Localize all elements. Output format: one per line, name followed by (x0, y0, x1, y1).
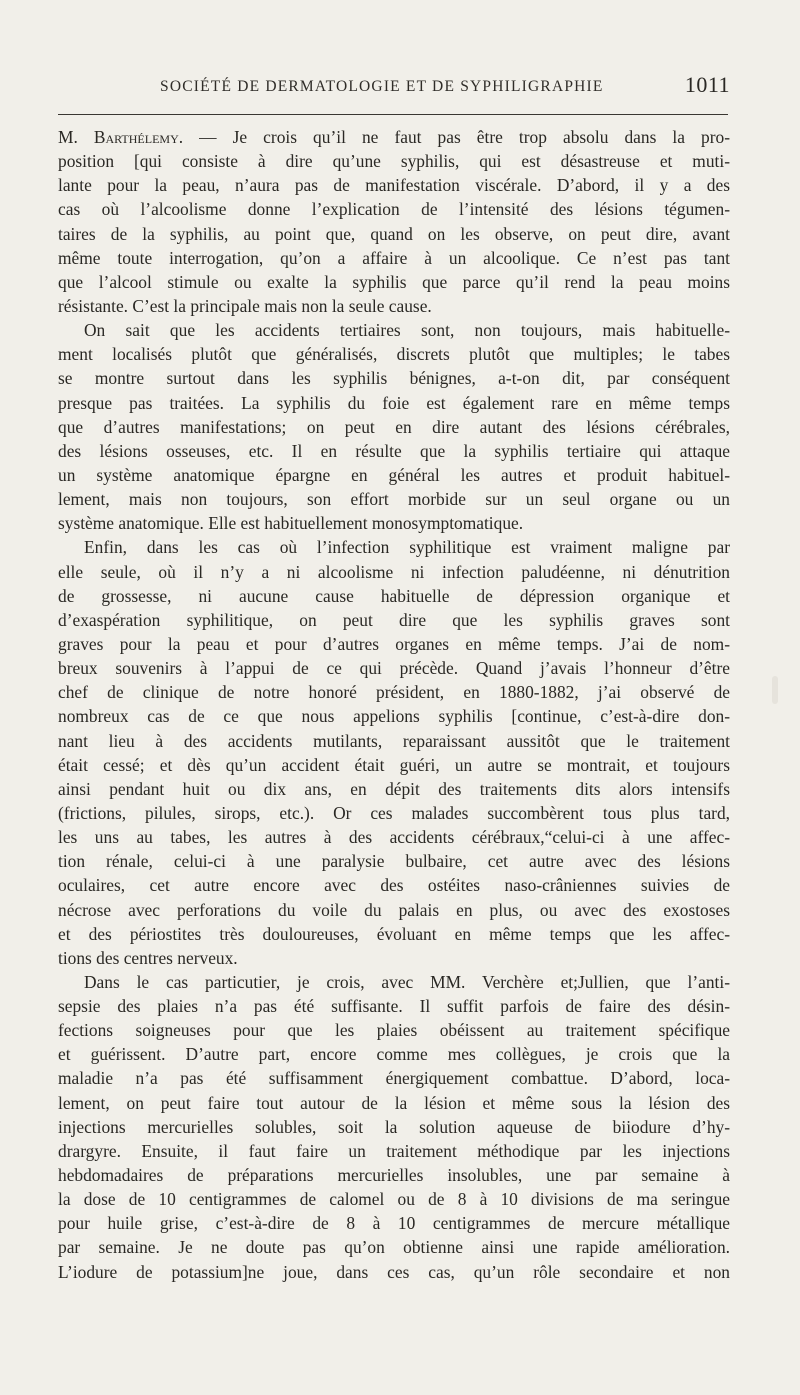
text-line-35: tions des centres nerveux. (58, 947, 238, 968)
speaker-name: M. Barthélemy. (58, 127, 184, 147)
text-line-25: nombreux cas de ce que nous appelions syphilis [continue, c’est-à-dire don- (58, 706, 730, 727)
text-line-5: taires de la syphilis, au point que, quand on les observe, on peut dire, avant (58, 223, 730, 244)
text-line-13: que d’autres manifestations; on peut en dire autant des lésions cérébrales, (58, 416, 730, 437)
text-line-1-content: — Je crois qu’il ne faut pas être trop absolu dans la pro- (183, 127, 730, 147)
text-line-40: maladie n’a pas été suffisamment énergiquement combattue. D’abord, loca- (58, 1068, 730, 1089)
text-line-46: pour huile grise, c’est-à-dire de 8 à 10 centigrammes de mercure métallique (58, 1213, 730, 1234)
text-line-7: que l’alcool stimule ou exalte la syphilis que parce qu’il rend la peau moins (58, 271, 730, 292)
text-line-3: lante pour la peau, n’aura pas de manifestation viscérale. D’abord, il y a des (58, 175, 730, 196)
text-line-18: Enfin, dans les cas où l’infection syphilitique est vraiment maligne par (84, 537, 730, 558)
text-line-44: hebdomadaires de préparations mercurielles insolubles, une par semaine à (58, 1165, 730, 1186)
text-line-41: lement, on peut faire tout autour de la lésion et même sous la lésion des (58, 1092, 730, 1113)
text-line-24: chef de clinique de notre honoré président, en 1880-1882, j’ai observé de (58, 682, 730, 703)
text-line-10: ment localisés plutôt que généralisés, discrets plutôt que multiples; le tabes (58, 344, 730, 365)
text-line-20: de grossesse, ni aucune cause habituelle de dépression organique et (58, 585, 730, 606)
text-line-27: était cessé; et dès qu’un accident était guéri, un autre se montrait, et toujours (58, 754, 730, 775)
text-line-15: un système anatomique épargne en général les autres et produit habituel- (58, 464, 730, 485)
text-line-30: les uns au tabes, les autres à des accidents cérébraux,“celui-ci à une affec- (58, 827, 730, 848)
text-line-9: On sait que les accidents tertiaires sont, non toujours, mais habituelle- (84, 320, 730, 341)
text-line-32: oculaires, cet autre encore avec des ostéites naso-crâniennes suivies de (58, 875, 730, 896)
text-line-2: position [qui consiste à dire qu’une syphilis, qui est désastreuse et muti- (58, 151, 730, 172)
text-line-34: et des périostites très douloureuses, évoluant en même temps que les affec- (58, 923, 730, 944)
text-line-36: Dans le cas particutier, je crois, avec MM. Verchère et;Jullien, que l’anti- (84, 971, 730, 992)
running-title: SOCIÉTÉ DE DERMATOLOGIE ET DE SYPHILIGRAPHIE (160, 78, 604, 95)
text-line-22: graves pour la peau et pour d’autres organes en même temps. J’ai de nom- (58, 633, 730, 654)
running-header (58, 72, 730, 108)
text-line-6: même toute interrogation, qu’on a affaire à un alcoolique. Ce n’est pas tant (58, 247, 730, 268)
text-line-11: se montre surtout dans les syphilis bénignes, a-t-on dit, par conséquent (58, 368, 730, 389)
text-line-8: résistante. C’est la principale mais non la seule cause. (58, 295, 432, 316)
text-line-48: L’iodure de potassium]ne joue, dans ces cas, qu’un rôle secondaire et non (58, 1261, 730, 1282)
page-margin-smudge (772, 676, 778, 704)
header-rule (58, 114, 728, 115)
text-line-23: breux souvenirs à l’appui de ce qui précède. Quand j’avais l’honneur d’être (58, 658, 730, 679)
text-line-28: ainsi pendant huit ou dix ans, en dépit des traitements dits alors intensifs (58, 778, 730, 799)
body-text (58, 125, 730, 1284)
text-line-47: par semaine. Je ne doute pas qu’on obtienne ainsi une rapide amélioration. (58, 1237, 730, 1258)
text-line-1 (58, 125, 730, 149)
text-line-43: drargyre. Ensuite, il faut faire un traitement méthodique par les injections (58, 1140, 730, 1161)
text-line-42: injections mercurielles solubles, soit la solution aqueuse de biiodure d’hy- (58, 1116, 730, 1137)
page-number: 1011 (684, 72, 730, 97)
text-line-12: presque pas traitées. La syphilis du foie est également rare en même temps (58, 392, 730, 413)
text-line-33: nécrose avec perforations du voile du palais en plus, ou avec des exostoses (58, 899, 730, 920)
text-line-45: la dose de 10 centigrammes de calomel ou de 8 à 10 divisions de ma seringue (58, 1189, 730, 1210)
text-line-37: sepsie des plaies n’a pas été suffisante. Il suffit parfois de faire des désin- (58, 996, 730, 1017)
text-line-29: (frictions, pilules, sirops, etc.). Or ces malades succombèrent tous plus tard, (58, 802, 730, 823)
text-line-14: des lésions osseuses, etc. Il en résulte que la syphilis tertiaire qui attaque (58, 440, 730, 461)
text-line-38: fections soigneuses pour que les plaies obéissent au traitement spécifique (58, 1020, 730, 1041)
text-line-17: système anatomique. Elle est habituellement monosymptomatique. (58, 513, 524, 534)
text-line-16: lement, mais non toujours, son effort morbide sur un seul organe ou un (58, 489, 730, 510)
text-line-4: cas où l’alcoolisme donne l’explication de l’intensité des lésions tégumen- (58, 199, 730, 220)
text-line-21: d’exaspération syphilitique, on peut dire que les syphilis graves sont (58, 609, 730, 630)
text-line-39: et guérissent. D’autre part, encore comme mes collègues, je crois que la (58, 1044, 730, 1065)
text-line-26: nant lieu à des accidents mutilants, reparaissant aussitôt que le traitement (58, 730, 730, 751)
text-line-19: elle seule, où il n’y a ni alcoolisme ni infection paludéenne, ni dénutrition (58, 561, 730, 582)
text-line-31: tion rénale, celui-ci à une paralysie bulbaire, cet autre avec des lésions (58, 851, 730, 872)
